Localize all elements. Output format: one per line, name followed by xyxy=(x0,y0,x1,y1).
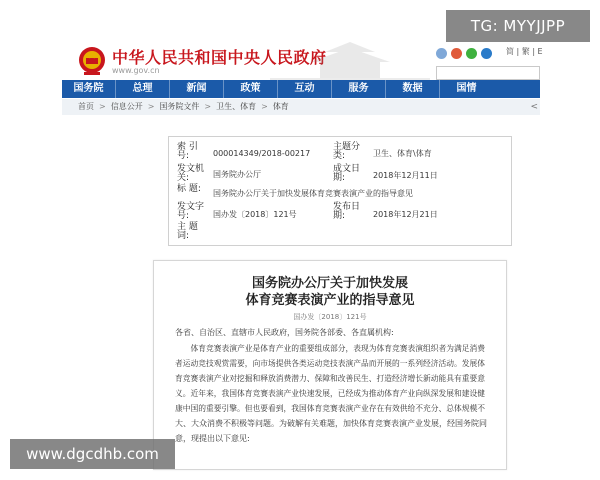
document-body-line: 体育竞赛表演产业是体育产业的重要组成部分，表现为体育竞赛表演组织者为满足消费 xyxy=(175,344,486,353)
watermark-top: TG: MYYJJPP xyxy=(446,10,590,42)
wechat-icon[interactable] xyxy=(466,48,477,59)
breadcrumb-separator: > xyxy=(99,102,106,111)
issuer-value: 国务院办公厅 xyxy=(213,170,261,179)
tiananmen-skyline-icon xyxy=(270,42,430,84)
published-date-label: 发布日期: xyxy=(333,202,361,221)
breadcrumb-state-council-docs[interactable]: 国务院文件 xyxy=(159,102,200,111)
document-body-line: 大、大众消费不积极等问题。为破解有关难题，加快体育竞赛表演产业发展，经国务院同 xyxy=(175,419,487,428)
title-value: 国务院办公厅关于加快发展体育竞赛表演产业的指导意见 xyxy=(213,189,413,198)
nav-item-data[interactable]: 数据 xyxy=(402,83,423,94)
document-title-line2: 体育竞赛表演产业的指导意见 xyxy=(245,293,415,308)
language-links[interactable]: 简 | 繁 | E xyxy=(506,47,543,56)
nav-item-news[interactable]: 新闻 xyxy=(186,83,207,94)
breadcrumb-home[interactable]: 首页 xyxy=(78,102,94,111)
nav-item-state-council[interactable]: 国务院 xyxy=(73,83,104,94)
phone-icon[interactable] xyxy=(436,48,447,59)
nav-item-interaction[interactable]: 互动 xyxy=(294,83,315,94)
site-url: www.gov.cn xyxy=(112,66,160,75)
index-value: 000014349/2018-00217 xyxy=(213,149,311,158)
app-icon[interactable] xyxy=(481,48,492,59)
breadcrumb xyxy=(62,99,540,115)
share-icon[interactable]: < xyxy=(530,102,538,112)
document-body-line: 者运动竞技观赏需要，向市场提供各类运动竞技表演产品而开展的一系列经济活动。发展体 xyxy=(175,359,486,368)
doc-number-label: 发文字号: xyxy=(177,202,205,221)
breadcrumb-sports[interactable]: 体育 xyxy=(272,102,289,111)
nav-item-premier[interactable]: 总理 xyxy=(132,83,153,94)
created-date-value: 2018年12月11日 xyxy=(373,171,438,180)
document-title-line1: 国务院办公厅关于加快发展 xyxy=(251,276,408,291)
document-info-panel xyxy=(168,136,512,246)
social-icons xyxy=(436,48,492,59)
created-date-label: 成文日期: xyxy=(333,164,361,183)
topic-value: 卫生、体育\体育 xyxy=(373,149,432,158)
nav-item-national-info[interactable]: 国情 xyxy=(456,83,477,94)
topic-label: 主题分类: xyxy=(333,142,361,161)
document-body-line: 义。近年来，我国体育竞赛表演产业快速发展，已经成为推动体育产业向纵深发展和建设健 xyxy=(175,389,486,398)
subject-label: 主 题 词: xyxy=(177,222,198,241)
breadcrumb-separator: > xyxy=(147,102,155,111)
document-body-line: 育竞赛表演产业对挖掘和释放消费潜力、保障和改善民生、打造经济增长新动能具有重要意 xyxy=(175,374,486,383)
watermark-bottom: www.dgcdhb.com xyxy=(10,439,175,469)
doc-number-value: 国办发〔2018〕121号 xyxy=(213,210,297,219)
site-title[interactable]: 中华人民共和国中央人民政府 xyxy=(112,48,327,67)
issuer-label: 发文机关: xyxy=(177,164,205,183)
nav-item-services[interactable]: 服务 xyxy=(348,83,369,94)
national-emblem-icon xyxy=(78,46,106,76)
index-label: 索 引 号: xyxy=(177,142,198,161)
breadcrumb-health-sports[interactable]: 卫生、体育 xyxy=(216,102,257,111)
document-greeting: 各省、自治区、直辖市人民政府，国务院各部委、各直属机构: xyxy=(175,328,394,337)
published-date-value: 2018年12月21日 xyxy=(373,210,438,219)
main-nav xyxy=(62,80,540,98)
document-body-line: 意，现提出以下意见: xyxy=(175,434,250,443)
breadcrumb-separator: > xyxy=(261,102,268,111)
search-input[interactable] xyxy=(436,66,540,80)
title-label: 标 题: xyxy=(177,184,201,194)
breadcrumb-separator: > xyxy=(204,102,212,111)
nav-item-policy[interactable]: 政策 xyxy=(240,83,261,94)
document-number: 国办发〔2018〕121号 xyxy=(293,313,367,321)
document-body-line: 康中国的重要引擎。但也要看到，我国体育竞赛表演产业存在有效供给不充分、总体规模不 xyxy=(175,404,486,413)
weibo-icon[interactable] xyxy=(451,48,462,59)
breadcrumb-info-public[interactable]: 信息公开 xyxy=(110,102,143,111)
